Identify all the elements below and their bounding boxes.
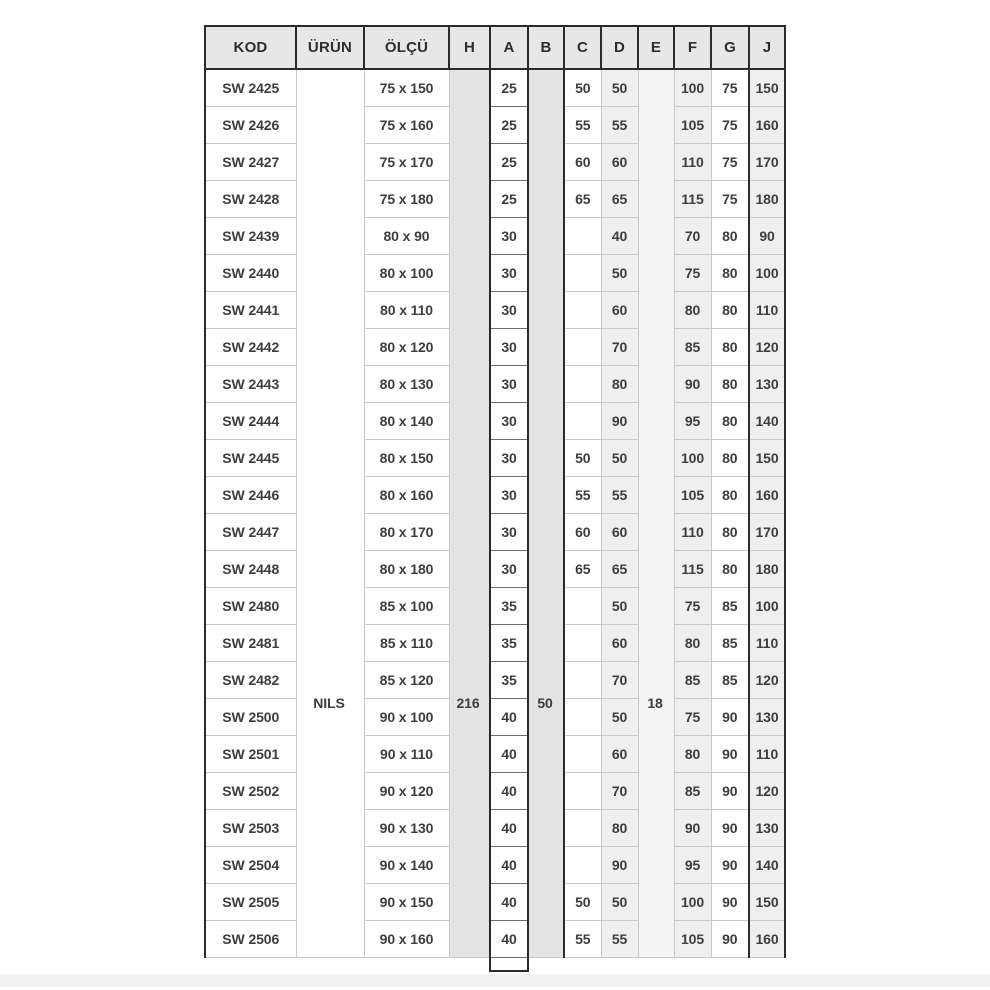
cell-d: 60	[601, 514, 638, 551]
cell-f: 110	[674, 514, 711, 551]
cell-a: 40	[490, 847, 528, 884]
cell-g: 80	[711, 403, 749, 440]
table-row	[205, 477, 785, 514]
cell-olcu: 75 x 170	[364, 144, 449, 181]
cell-a: 35	[490, 588, 528, 625]
cell-c	[564, 773, 601, 810]
table-row	[205, 403, 785, 440]
cell-g: 80	[711, 366, 749, 403]
cell-a: 25	[490, 144, 528, 181]
cell-olcu: 90 x 100	[364, 699, 449, 736]
cell-a: 30	[490, 403, 528, 440]
cell-olcu: 80 x 180	[364, 551, 449, 588]
cell-a: 25	[490, 69, 528, 107]
product-spec-table	[204, 25, 786, 958]
cell-d: 90	[601, 403, 638, 440]
cell-f: 85	[674, 329, 711, 366]
cell-d: 60	[601, 144, 638, 181]
cell-d: 40	[601, 218, 638, 255]
cell-f: 75	[674, 588, 711, 625]
cell-f: 85	[674, 773, 711, 810]
cell-kod: SW 2447	[205, 514, 296, 551]
cell-a: 30	[490, 218, 528, 255]
cell-olcu: 90 x 160	[364, 921, 449, 958]
cell-c	[564, 588, 601, 625]
merged-cell-e-value: 18	[647, 695, 663, 711]
cell-c: 60	[564, 144, 601, 181]
cell-c: 55	[564, 477, 601, 514]
cell-d: 60	[601, 625, 638, 662]
cell-f: 80	[674, 736, 711, 773]
cell-a: 25	[490, 107, 528, 144]
column-header-g: G	[711, 26, 749, 69]
merged-cell-urun-value: NILS	[313, 695, 345, 711]
cell-j: 110	[749, 292, 785, 329]
cell-g: 80	[711, 218, 749, 255]
table-row	[205, 662, 785, 699]
cell-kod: SW 2482	[205, 662, 296, 699]
cell-d: 50	[601, 884, 638, 921]
cell-kod: SW 2426	[205, 107, 296, 144]
cell-c	[564, 699, 601, 736]
merged-cell-b	[528, 69, 564, 958]
cell-f: 105	[674, 921, 711, 958]
cell-j: 140	[749, 403, 785, 440]
cell-c: 55	[564, 921, 601, 958]
cell-kod: SW 2441	[205, 292, 296, 329]
cell-kod: SW 2480	[205, 588, 296, 625]
cell-kod: SW 2427	[205, 144, 296, 181]
cell-g: 80	[711, 551, 749, 588]
cell-g: 85	[711, 662, 749, 699]
cell-olcu: 80 x 90	[364, 218, 449, 255]
cell-f: 105	[674, 107, 711, 144]
column-header-h: H	[449, 26, 490, 69]
cell-d: 65	[601, 551, 638, 588]
cell-g: 80	[711, 440, 749, 477]
cell-g: 90	[711, 884, 749, 921]
cell-kod: SW 2446	[205, 477, 296, 514]
cell-j: 160	[749, 107, 785, 144]
cell-kod: SW 2444	[205, 403, 296, 440]
column-header-olcu: ÖLÇÜ	[364, 26, 449, 69]
cell-f: 100	[674, 69, 711, 107]
table-row	[205, 551, 785, 588]
cell-f: 100	[674, 440, 711, 477]
cell-kod: SW 2443	[205, 366, 296, 403]
cell-olcu: 90 x 110	[364, 736, 449, 773]
a-column-tail	[489, 958, 529, 972]
cell-c: 50	[564, 884, 601, 921]
table-row	[205, 181, 785, 218]
cell-olcu: 75 x 180	[364, 181, 449, 218]
product-spec-table-wrap	[204, 25, 784, 958]
table-row	[205, 810, 785, 847]
cell-j: 160	[749, 477, 785, 514]
cell-d: 90	[601, 847, 638, 884]
table-row	[205, 699, 785, 736]
cell-olcu: 75 x 150	[364, 69, 449, 107]
cell-f: 115	[674, 181, 711, 218]
cell-j: 110	[749, 625, 785, 662]
cell-a: 40	[490, 921, 528, 958]
table-row	[205, 255, 785, 292]
table-row	[205, 514, 785, 551]
cell-g: 80	[711, 255, 749, 292]
cell-f: 80	[674, 292, 711, 329]
cell-f: 105	[674, 477, 711, 514]
cell-olcu: 90 x 130	[364, 810, 449, 847]
cell-f: 115	[674, 551, 711, 588]
cell-g: 75	[711, 69, 749, 107]
cell-c	[564, 218, 601, 255]
cell-a: 40	[490, 773, 528, 810]
column-header-b: B	[528, 26, 564, 69]
cell-f: 100	[674, 884, 711, 921]
cell-a: 35	[490, 662, 528, 699]
table-row	[205, 625, 785, 662]
cell-d: 50	[601, 69, 638, 107]
cell-c	[564, 810, 601, 847]
cell-j: 150	[749, 440, 785, 477]
cell-d: 50	[601, 588, 638, 625]
table-row	[205, 921, 785, 958]
cell-a: 40	[490, 884, 528, 921]
cell-kod: SW 2442	[205, 329, 296, 366]
cell-j: 130	[749, 699, 785, 736]
cell-olcu: 90 x 120	[364, 773, 449, 810]
cell-g: 90	[711, 810, 749, 847]
cell-c	[564, 736, 601, 773]
table-header-row	[205, 26, 785, 69]
column-header-urun: ÜRÜN	[296, 26, 364, 69]
cell-a: 30	[490, 255, 528, 292]
cell-g: 90	[711, 699, 749, 736]
cell-olcu: 80 x 170	[364, 514, 449, 551]
merged-cell-b-value: 50	[537, 695, 553, 711]
cell-c: 50	[564, 69, 601, 107]
cell-kod: SW 2501	[205, 736, 296, 773]
table-row	[205, 292, 785, 329]
cell-olcu: 85 x 100	[364, 588, 449, 625]
cell-kod: SW 2481	[205, 625, 296, 662]
cell-d: 70	[601, 662, 638, 699]
cell-j: 180	[749, 551, 785, 588]
cell-f: 80	[674, 625, 711, 662]
table-row	[205, 69, 785, 107]
cell-c: 65	[564, 551, 601, 588]
cell-g: 80	[711, 292, 749, 329]
cell-g: 90	[711, 847, 749, 884]
cell-olcu: 80 x 130	[364, 366, 449, 403]
cell-j: 90	[749, 218, 785, 255]
cell-c	[564, 329, 601, 366]
table-row	[205, 847, 785, 884]
cell-j: 170	[749, 514, 785, 551]
cell-a: 40	[490, 736, 528, 773]
cell-a: 35	[490, 625, 528, 662]
cell-j: 180	[749, 181, 785, 218]
cell-a: 25	[490, 181, 528, 218]
cell-j: 120	[749, 773, 785, 810]
cell-olcu: 80 x 120	[364, 329, 449, 366]
column-header-a: A	[490, 26, 528, 69]
cell-olcu: 85 x 120	[364, 662, 449, 699]
merged-cell-h-value: 216	[456, 695, 480, 711]
cell-kod: SW 2439	[205, 218, 296, 255]
cell-kod: SW 2503	[205, 810, 296, 847]
cell-a: 40	[490, 699, 528, 736]
cell-j: 150	[749, 69, 785, 107]
cell-olcu: 80 x 150	[364, 440, 449, 477]
cell-d: 80	[601, 810, 638, 847]
cell-j: 170	[749, 144, 785, 181]
cell-olcu: 80 x 160	[364, 477, 449, 514]
cell-c	[564, 292, 601, 329]
cell-olcu: 75 x 160	[364, 107, 449, 144]
cell-f: 75	[674, 255, 711, 292]
column-header-e: E	[638, 26, 674, 69]
table-row	[205, 736, 785, 773]
cell-olcu: 80 x 110	[364, 292, 449, 329]
column-header-f: F	[674, 26, 711, 69]
table-row	[205, 440, 785, 477]
cell-d: 80	[601, 366, 638, 403]
cell-c: 65	[564, 181, 601, 218]
column-header-j: J	[749, 26, 785, 69]
cell-a: 30	[490, 551, 528, 588]
cell-j: 130	[749, 810, 785, 847]
cell-kod: SW 2425	[205, 69, 296, 107]
cell-j: 100	[749, 588, 785, 625]
merged-cell-h	[449, 69, 490, 958]
cell-d: 70	[601, 773, 638, 810]
table-row	[205, 588, 785, 625]
cell-c: 55	[564, 107, 601, 144]
cell-olcu: 85 x 110	[364, 625, 449, 662]
cell-f: 70	[674, 218, 711, 255]
page-bottom-band	[0, 974, 990, 987]
cell-a: 30	[490, 329, 528, 366]
cell-a: 30	[490, 292, 528, 329]
cell-d: 55	[601, 107, 638, 144]
merged-cell-e	[638, 69, 674, 958]
cell-kod: SW 2500	[205, 699, 296, 736]
cell-kod: SW 2506	[205, 921, 296, 958]
cell-j: 140	[749, 847, 785, 884]
cell-j: 160	[749, 921, 785, 958]
cell-g: 90	[711, 921, 749, 958]
cell-c	[564, 847, 601, 884]
cell-c	[564, 625, 601, 662]
cell-d: 50	[601, 255, 638, 292]
cell-c	[564, 255, 601, 292]
table-row	[205, 218, 785, 255]
cell-kod: SW 2440	[205, 255, 296, 292]
table-row	[205, 366, 785, 403]
cell-g: 75	[711, 144, 749, 181]
cell-g: 75	[711, 181, 749, 218]
cell-a: 30	[490, 477, 528, 514]
cell-g: 80	[711, 477, 749, 514]
cell-f: 90	[674, 810, 711, 847]
cell-kod: SW 2428	[205, 181, 296, 218]
table-row	[205, 107, 785, 144]
cell-j: 120	[749, 329, 785, 366]
cell-kod: SW 2504	[205, 847, 296, 884]
cell-g: 80	[711, 514, 749, 551]
cell-j: 100	[749, 255, 785, 292]
column-header-kod: KOD	[205, 26, 296, 69]
cell-f: 110	[674, 144, 711, 181]
cell-d: 55	[601, 477, 638, 514]
cell-d: 70	[601, 329, 638, 366]
cell-g: 90	[711, 773, 749, 810]
cell-c: 50	[564, 440, 601, 477]
cell-olcu: 90 x 150	[364, 884, 449, 921]
cell-d: 55	[601, 921, 638, 958]
cell-f: 90	[674, 366, 711, 403]
cell-olcu: 90 x 140	[364, 847, 449, 884]
cell-d: 60	[601, 736, 638, 773]
cell-j: 120	[749, 662, 785, 699]
cell-j: 110	[749, 736, 785, 773]
cell-f: 75	[674, 699, 711, 736]
cell-d: 65	[601, 181, 638, 218]
cell-c	[564, 366, 601, 403]
cell-d: 50	[601, 699, 638, 736]
cell-kod: SW 2448	[205, 551, 296, 588]
cell-g: 75	[711, 107, 749, 144]
cell-a: 30	[490, 514, 528, 551]
cell-d: 60	[601, 292, 638, 329]
table-row	[205, 884, 785, 921]
merged-cell-urun	[296, 69, 364, 958]
cell-g: 85	[711, 588, 749, 625]
column-header-d: D	[601, 26, 638, 69]
cell-c	[564, 403, 601, 440]
cell-d: 50	[601, 440, 638, 477]
cell-j: 130	[749, 366, 785, 403]
cell-g: 80	[711, 329, 749, 366]
cell-a: 40	[490, 810, 528, 847]
cell-olcu: 80 x 140	[364, 403, 449, 440]
cell-kod: SW 2445	[205, 440, 296, 477]
column-header-c: C	[564, 26, 601, 69]
cell-g: 90	[711, 736, 749, 773]
cell-j: 150	[749, 884, 785, 921]
cell-f: 95	[674, 847, 711, 884]
cell-kod: SW 2502	[205, 773, 296, 810]
cell-c	[564, 662, 601, 699]
cell-a: 30	[490, 366, 528, 403]
cell-c: 60	[564, 514, 601, 551]
cell-olcu: 80 x 100	[364, 255, 449, 292]
cell-f: 95	[674, 403, 711, 440]
cell-f: 85	[674, 662, 711, 699]
table-row	[205, 773, 785, 810]
cell-g: 85	[711, 625, 749, 662]
cell-kod: SW 2505	[205, 884, 296, 921]
cell-a: 30	[490, 440, 528, 477]
table-row	[205, 144, 785, 181]
table-row	[205, 329, 785, 366]
